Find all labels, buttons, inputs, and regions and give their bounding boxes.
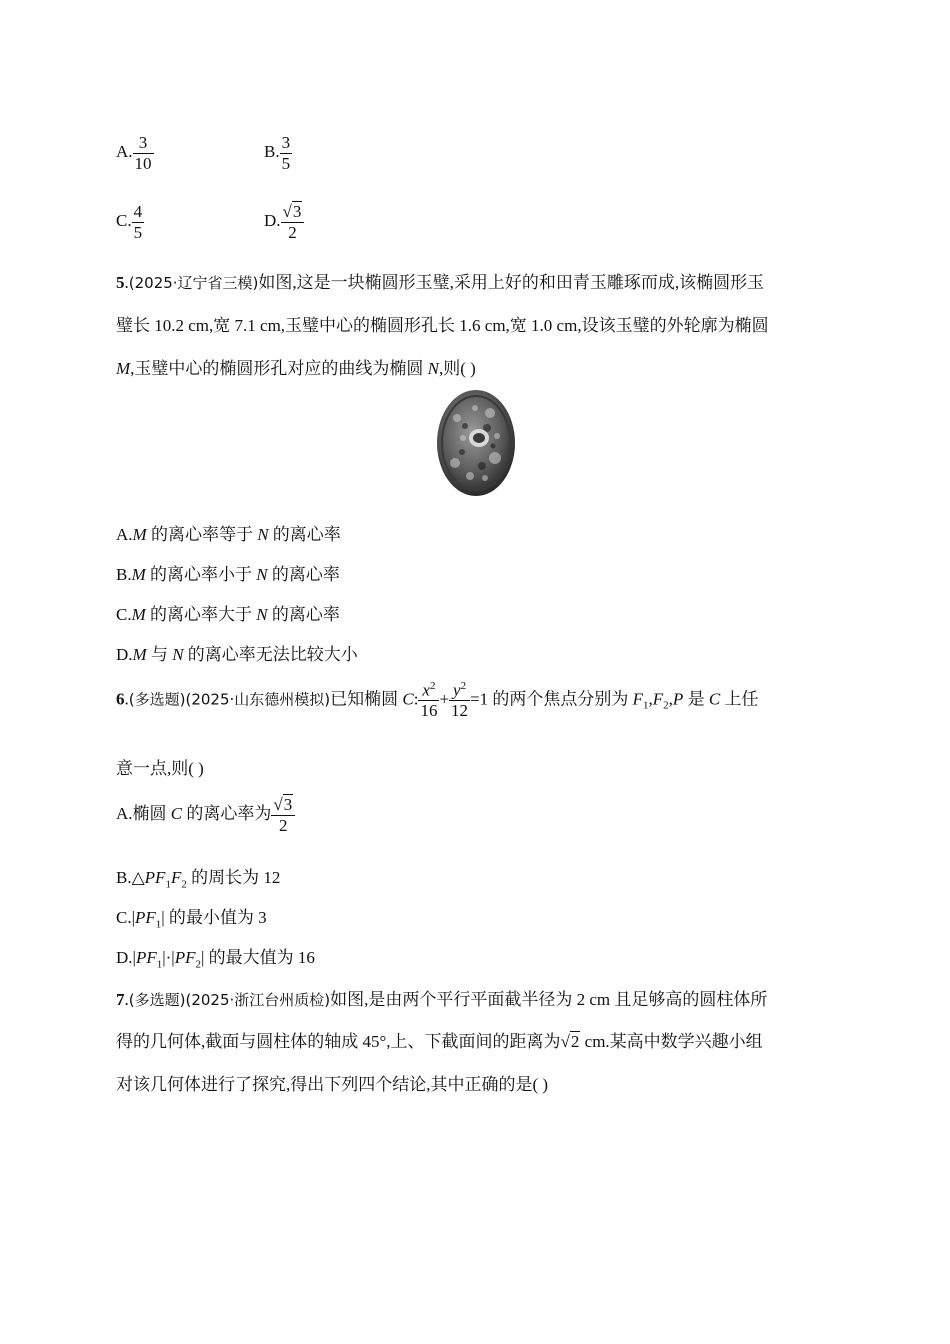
q4-option-b: B. $\frac{3}{5}$ <box>264 133 291 173</box>
q5-option-b: B.M 的离心率小于 N 的离心率 <box>116 565 340 584</box>
q5-option-d: D.M 与 N 的离心率无法比较大小 <box>116 645 358 664</box>
q4-option-d: D. $\frac{√3}{2}$ <box>264 202 304 242</box>
q5-option-a: A.M 的离心率等于 N 的离心率 <box>116 525 341 544</box>
q6-line1: 6.(多选题)(2025·山东德州模拟)已知椭圆 C: $\frac{x^2}{16}$ + $\frac{y^2}{12}$ =1 的两个焦点分别为 $F_1,F_2,P$ 是 C 上任 <box>116 680 759 721</box>
q5-line3: M,玉璧中心的椭圆形孔对应的曲线为椭圆 N,则( ) <box>116 359 476 378</box>
q6-option-b: $B.\triangle PF_1F_2$ 的周长为 12 <box>116 868 281 891</box>
jade-disc-image <box>435 388 517 503</box>
q6-option-d: $D.|PF_1|\cdot|PF_2|$ 的最大值为 16 <box>116 948 315 971</box>
q7-line1: 7.(多选题)(2025·浙江台州质检)如图,是由两个平行平面截半径为 2 cm 且足够高的圆柱体所 <box>116 990 768 1009</box>
q6-option-c: $C.|PF_1|$ 的最小值为 3 <box>116 908 267 931</box>
q6-option-a: A.椭圆 C 的离心率为 $\frac{√3}{2}$ <box>116 795 295 835</box>
q7-line2: 得的几何体,截面与圆柱体的轴成 45°,上、下截面间的距离为√2 cm.某高中数学兴趣小组 <box>116 1032 763 1051</box>
q5-option-c: C.M 的离心率大于 N 的离心率 <box>116 605 340 624</box>
q6-line2: 意一点,则( ) <box>116 759 204 778</box>
q5-line1: 5.(2025·辽宁省三模)如图,这是一块椭圆形玉璧,采用上好的和田青玉雕琢而成,该椭圆形玉 <box>116 273 765 292</box>
q7-line3: 对该几何体进行了探究,得出下列四个结论,其中正确的是( ) <box>116 1075 549 1094</box>
q4-option-c: C. $\frac{4}{5}$ <box>116 202 143 242</box>
q4-option-a: A. $\frac{3}{10}$ <box>116 133 152 173</box>
q5-line2: 璧长 10.2 cm,宽 7.1 cm,玉璧中心的椭圆形孔长 1.6 cm,宽 1.0 cm,设该玉璧的外轮廓为椭圆 <box>116 316 769 335</box>
